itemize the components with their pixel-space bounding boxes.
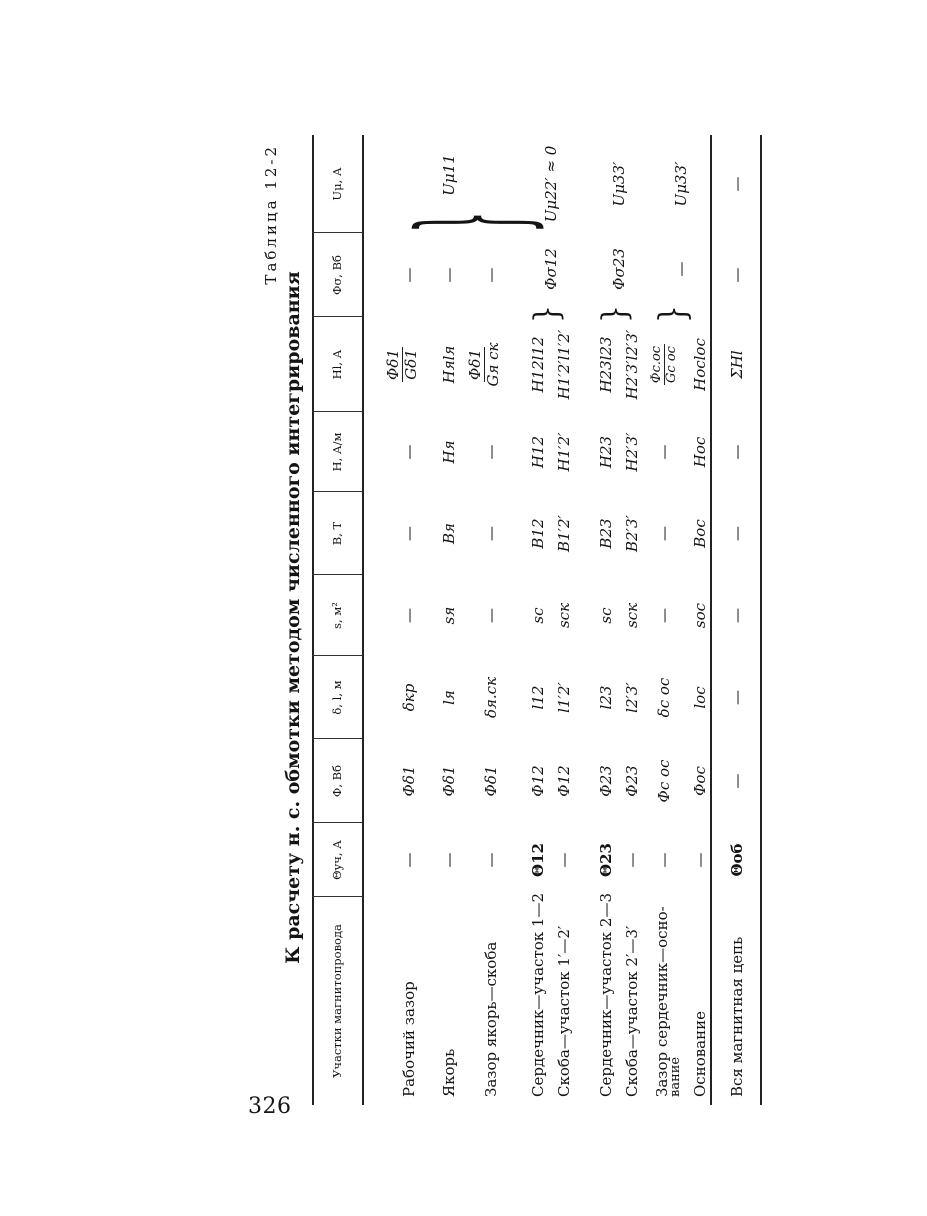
row-label-base: Основание — [691, 1011, 709, 1097]
fraction-denominator: Gс ос — [664, 346, 680, 383]
cell-length: δкр — [400, 683, 418, 712]
row-label-armature: Якорь — [440, 1048, 458, 1097]
table-label: Таблица 12-2 — [262, 144, 280, 285]
cell-h: H1′2′ — [555, 432, 573, 472]
row-label-line2: вание — [668, 1056, 683, 1097]
cell-area: sск — [555, 602, 573, 629]
cell-hl-fraction — [649, 317, 680, 412]
cell-phi: Φδ1 — [482, 765, 500, 797]
cell-h: Hя — [440, 440, 458, 464]
fraction-numerator: Φδ1 — [384, 349, 402, 380]
col-header-sections: Участки магнитопровода — [330, 924, 344, 1078]
cell-area: sc — [597, 607, 615, 624]
cell-b: Bос — [691, 519, 709, 548]
cell-hl: H12l12 — [529, 336, 547, 393]
cell-area: sя — [440, 606, 458, 625]
cell-hl: Hосlос — [691, 338, 709, 391]
data-table — [312, 135, 762, 1105]
cell-u-total: — — [728, 176, 746, 192]
cell-theta: — — [623, 852, 641, 868]
cell-u-33-base: Uμ33′ — [672, 161, 690, 207]
row-label-armature-gap: Зазор якорь—скоба — [482, 941, 500, 1097]
col-header-h: H, А/м — [330, 432, 344, 472]
cell-length: δс ос — [655, 677, 673, 718]
table-bottom-rule — [760, 135, 762, 1105]
cell-area: sос — [691, 602, 709, 629]
cell-area: — — [482, 608, 500, 623]
cell-phi: Φос — [691, 766, 709, 796]
rotated-table-page — [262, 130, 762, 1105]
row-label-bracket-23: Скоба—участок 2′—3′ — [623, 925, 641, 1097]
fraction-denominator: Gя ск — [483, 342, 502, 387]
cell-phi-sigma: — — [440, 267, 458, 283]
cell-area: sск — [623, 602, 641, 629]
cell-b: B2′3′ — [623, 515, 641, 552]
cell-h: H12 — [529, 435, 547, 469]
cell-b: — — [655, 526, 673, 541]
cell-theta: — — [440, 852, 458, 868]
brace-phi-sigma-23: } — [594, 305, 635, 323]
row-label-bracket-12: Скоба—участок 1′—2′ — [555, 925, 573, 1097]
col-header-phi: Φ, Вб — [330, 764, 344, 798]
cell-phi-sigma-23: Φσ23 — [610, 248, 628, 290]
row-label-core-12: Сердечник—участок 1—2 — [529, 892, 547, 1097]
totals-rule — [710, 135, 712, 1105]
cell-length: δя.ск — [482, 676, 500, 719]
cell-length: l12 — [529, 685, 547, 710]
table-title: К расчету н. с. обмотки методом численного интегрирования — [282, 271, 304, 964]
cell-area: sc — [529, 607, 547, 624]
cell-theta: — — [482, 852, 500, 868]
cell-length: lос — [691, 686, 709, 709]
cell-hl: H2′3′l2′3′ — [623, 329, 641, 400]
cell-b: B23 — [597, 518, 615, 549]
cell-hl-fraction — [466, 317, 501, 412]
cell-h: — — [728, 444, 746, 460]
cell-hl-fraction — [384, 317, 419, 412]
col-header-area: s, м² — [330, 602, 344, 629]
col-header-length: δ, l, м — [330, 680, 344, 715]
cell-theta: — — [400, 852, 418, 868]
col-header-u: Uμ, А — [330, 167, 344, 201]
cell-phi: Φ12 — [529, 765, 547, 797]
cell-phi: Φс ос — [655, 759, 673, 803]
row-label-total: Вся магнитная цепь — [728, 936, 746, 1097]
cell-theta-total: Θоб — [728, 843, 746, 877]
cell-b: — — [400, 526, 418, 541]
cell-b: B1′2′ — [555, 515, 573, 552]
cell-phi: Φδ1 — [440, 765, 458, 797]
col-header-theta: Θуч, А — [330, 840, 344, 880]
cell-length: l23 — [597, 685, 615, 710]
cell-theta: — — [691, 852, 709, 868]
cell-area: — — [400, 608, 418, 623]
brace-phi-sigma-12: } — [526, 305, 567, 323]
row-label-core-base-gap — [655, 906, 683, 1097]
cell-h: H23 — [597, 435, 615, 469]
cell-length: l2′3′ — [623, 682, 641, 713]
cell-phi-sigma-12: Φσ12 — [542, 248, 560, 290]
cell-h: — — [482, 444, 500, 460]
brace-phi-sigma-base: } — [651, 305, 694, 323]
cell-hl-total: ΣHl — [728, 350, 746, 379]
cell-area: — — [728, 608, 746, 623]
cell-phi: Φ23 — [597, 765, 615, 797]
header-bottom-rule — [362, 135, 364, 1105]
row-label-line1: Зазор сердечник—осно- — [653, 906, 671, 1097]
cell-hl: H1′2′l1′2′ — [555, 329, 573, 400]
cell-theta: — — [555, 852, 573, 868]
cell-phi: Φ12 — [555, 765, 573, 797]
fraction-numerator: Φс.ос — [649, 345, 664, 384]
cell-length: l1′2′ — [555, 682, 573, 713]
cell-b: Bя — [440, 523, 458, 544]
cell-u-33: Uμ33′ — [610, 161, 628, 207]
fraction-numerator: Φδ1 — [466, 349, 484, 380]
cell-b: — — [482, 526, 500, 541]
cell-hl: H23l23 — [597, 336, 615, 393]
cell-h: — — [400, 444, 418, 460]
cell-b: B12 — [529, 518, 547, 549]
col-header-hl: Hl, А — [330, 349, 344, 380]
cell-theta: Θ23 — [597, 843, 615, 877]
cell-length: lя — [440, 690, 458, 705]
cell-phi: Φδ1 — [400, 765, 418, 797]
cell-h: H2′3′ — [623, 432, 641, 472]
cell-area: — — [655, 608, 673, 623]
cell-theta: — — [655, 852, 673, 868]
col-header-phi-sigma: Φσ, Вб — [330, 255, 344, 295]
cell-h: — — [655, 444, 673, 460]
page-number: 326 — [248, 1094, 292, 1119]
cell-phi-sigma: — — [728, 267, 746, 283]
cell-theta: Θ12 — [529, 843, 547, 877]
cell-phi-sigma: — — [482, 267, 500, 283]
col-header-b: B, Т — [330, 521, 344, 546]
fraction-denominator: Gδ1 — [401, 349, 420, 380]
row-label-working-gap: Рабочий зазор — [400, 981, 418, 1097]
cell-phi-sigma: — — [672, 261, 690, 277]
cell-phi-sigma: — — [400, 267, 418, 283]
cell-h: Hос — [691, 436, 709, 468]
cell-phi: Φ23 — [623, 765, 641, 797]
cell-b: — — [728, 526, 746, 541]
cell-length: — — [728, 690, 746, 705]
cell-hl: Hяlя — [440, 345, 458, 384]
cell-phi: — — [728, 773, 746, 789]
cell-u-11: Uμ11 — [440, 154, 458, 196]
brace-u-11: } — [390, 211, 558, 233]
row-label-core-23: Сердечник—участок 2—3 — [597, 892, 615, 1097]
cell-u-22: Uμ22′ ≈ 0 — [542, 145, 560, 223]
